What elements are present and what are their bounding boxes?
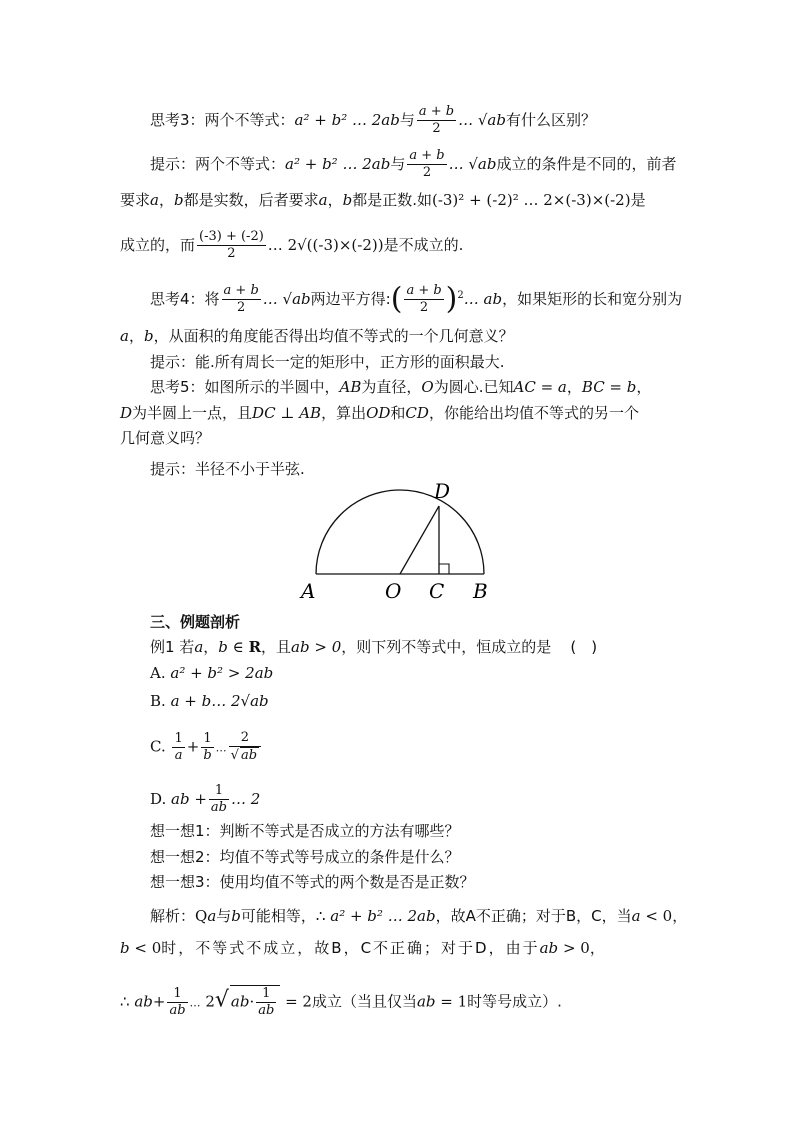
hint3-text3b: 是不成立的. xyxy=(383,236,464,254)
think5-ac: AC = a xyxy=(513,378,567,396)
solution-line2: b < 0时，不等式不成立，故B，C不正确；对于D，由于ab > 0， xyxy=(120,939,605,957)
ponder-3: 想一想3：使用均值不等式的两个数是否是正数？ xyxy=(150,873,475,891)
hint3-fraction2: $\frac{(-3) + (-2)}{2}$ xyxy=(199,229,264,261)
think5-line2: D为半圆上一点，且DC ⊥ AB，算出OD和CD，你能给出均值不等式的另一个 xyxy=(120,404,639,422)
label-o: O xyxy=(385,579,402,603)
solution-line1b: 可能相等， xyxy=(240,907,316,925)
option-b: B. a + b… 2√ab xyxy=(150,692,269,710)
think5-line1: 思考5：如图所示的半圆中，AB为直径，O为圆心.已知AC = a，BC = b， xyxy=(150,378,652,396)
hint3-example2: … 2√((-3)×(-2)) xyxy=(267,236,384,254)
hint3-example1: (-3)² + (-2)² … 2×(-3)×(-2) xyxy=(431,191,631,209)
think4-label: 思考4：将 xyxy=(150,290,220,308)
hint3-text2a: 要求 xyxy=(120,191,151,209)
think3-ineq1: a² + b² … 2ab xyxy=(294,111,400,129)
think4-text1: 两边平方得: xyxy=(310,290,391,308)
think5-line2a: 为半圆上一点，且 xyxy=(132,404,253,422)
hint3-text1: 成立的条件是不同的，前者 xyxy=(496,155,677,173)
option-b-expr: a + b… 2√ab xyxy=(170,692,269,710)
solution-line1: 解析：Qa与b可能相等，∴ a² + b² … 2ab，故A不正确；对于B，C，当a < 0， xyxy=(150,907,688,925)
label-b: B xyxy=(473,579,488,603)
example1-stem-a: 例1 若 xyxy=(150,638,195,656)
hint3-text2b: 都是实数，后者要求 xyxy=(183,191,319,209)
solution-line3: ∴ ab+ $\frac{1}{ab}$ … 2√ ab· $\frac{1}{ab}$ = 2成立（当且仅当ab = 1时等号成立）. xyxy=(120,985,562,1018)
example1-cond: ab > 0 xyxy=(291,638,342,656)
hint3-line2: 要求a，b都是实数，后者要求a，b都是正数.如(-3)² + (-2)² … 2×(-3)×(-2)是 xyxy=(120,191,646,209)
think4-text3: ，从面积的角度能否得出均值不等式的一个几何意义？ xyxy=(153,327,514,345)
solution-line1c: a² + b² … 2ab xyxy=(330,907,436,925)
solution-line1a: 解析： xyxy=(150,907,196,925)
think3-ineq2-tail: … √ab xyxy=(458,111,506,129)
option-d-tail: … 2 xyxy=(231,790,261,808)
think5-line1a: 思考5：如图所示的半圆中， xyxy=(150,378,340,396)
think4-line1: 思考4：将 $\frac{a + b}{2}$ … √ab两边平方得:( $\frac{a + b}{2}$ )$^2$… ab，如果矩形的长和宽分别为 xyxy=(150,281,683,317)
think3-fraction: $\frac{a + b}{2}$ xyxy=(418,104,455,136)
solution-line3b: 成立（当且仅当 xyxy=(311,992,417,1011)
section3-title: 三、例题剖析 xyxy=(150,613,241,631)
think4-fraction-sq: $\frac{a + b}{2}$ xyxy=(406,283,442,315)
think4-text2: ，如果矩形的长和宽分别为 xyxy=(502,290,683,308)
solution-line1d: ，故A不正确；对于B，C，当 xyxy=(435,907,632,925)
solution-line3c: 时等号成立）. xyxy=(467,992,562,1011)
example1-stem: 例1 若a，b ∈ R，且ab > 0，则下列不等式中，恒成立的是 ( ) xyxy=(150,638,598,656)
example1-blank: ( ) xyxy=(570,638,598,656)
think5-line2d: ，你能给出均值不等式的另一个 xyxy=(428,404,639,422)
segment-od xyxy=(400,506,439,574)
think5-line1c: 为圆心.已知 xyxy=(433,378,514,396)
option-d: D. ab + $\frac{1}{ab}$ … 2 xyxy=(150,783,261,815)
hint3-ineq1: a² + b² … 2ab xyxy=(285,155,391,173)
think3-question: 有什么区别？ xyxy=(505,111,596,129)
label-d: D xyxy=(434,479,451,503)
hint3-text3a: 成立的，而 xyxy=(120,236,196,254)
hint3-fraction: $\frac{a + b}{2}$ xyxy=(409,148,445,180)
solution-line2a: 时，不等式不成立，故B，C不正确；对于D，由于 xyxy=(161,939,540,957)
think5-bc: BC = b xyxy=(581,378,637,396)
think5-line2b: ，算出 xyxy=(321,404,367,422)
think5-line2c: 和 xyxy=(390,404,406,422)
hint3-label: 提示：两个不等式： xyxy=(150,155,286,173)
hint3-text2d: 是 xyxy=(630,191,646,209)
right-angle-mark xyxy=(439,564,449,574)
think5-line1b: 为直径， xyxy=(361,378,422,396)
label-a: A xyxy=(301,579,316,603)
hint4-line xyxy=(150,352,505,372)
think4-tail: … √ab xyxy=(262,290,311,308)
think3-conj: 与 xyxy=(399,111,415,129)
think4-fraction: $\frac{a + b}{2}$ xyxy=(223,283,259,315)
hint4-text: 提示：能.所有周长一定的矩形中，正方形的面积最大. xyxy=(150,353,505,371)
think3-line xyxy=(150,104,596,137)
think5-line3: 几何意义吗？ xyxy=(120,429,211,447)
hint5-line xyxy=(150,459,305,479)
ponder-2: 想一想2：均值不等式等号成立的条件是什么？ xyxy=(150,848,460,866)
hint3-line1 xyxy=(150,148,676,181)
think5-line3 xyxy=(120,428,210,448)
semicircle-figure xyxy=(296,476,502,604)
think4-line2: a，b，从面积的角度能否得出均值不等式的一个几何意义？ xyxy=(120,327,514,345)
option-c: C. $\frac{1}{a}$ + $\frac{1}{b}$ … $\frac{2}{√ ab}$ xyxy=(150,730,263,764)
hint3-conj: 与 xyxy=(390,155,406,173)
think5-perp: DC ⊥ AB xyxy=(252,404,322,422)
ponder-1: 想一想1：判断不等式是否成立的方法有哪些？ xyxy=(150,822,460,840)
option-d-expr: ab + xyxy=(171,790,207,808)
option-c-right: $\frac{2}{√ ab}$ xyxy=(229,730,261,764)
hint5-text: 提示：半径不小于半弦. xyxy=(150,460,305,478)
label-c: C xyxy=(429,579,445,603)
think3-label: 思考3：两个不等式： xyxy=(150,111,295,129)
hint3-line3 xyxy=(120,229,463,262)
option-a-expr: a² + b² > 2ab xyxy=(170,664,274,682)
hint3-tail: … √ab xyxy=(448,155,497,173)
hint3-text2c: 都是正数.如 xyxy=(352,191,432,209)
option-a: A. a² + b² > 2ab xyxy=(150,664,274,682)
think4-squared-tail: … ab xyxy=(463,290,503,308)
semicircle-arc xyxy=(316,490,484,574)
example1-stem-b: ，且 xyxy=(261,638,292,656)
example1-stem-c: ，则下列不等式中，恒成立的是 xyxy=(341,638,552,656)
